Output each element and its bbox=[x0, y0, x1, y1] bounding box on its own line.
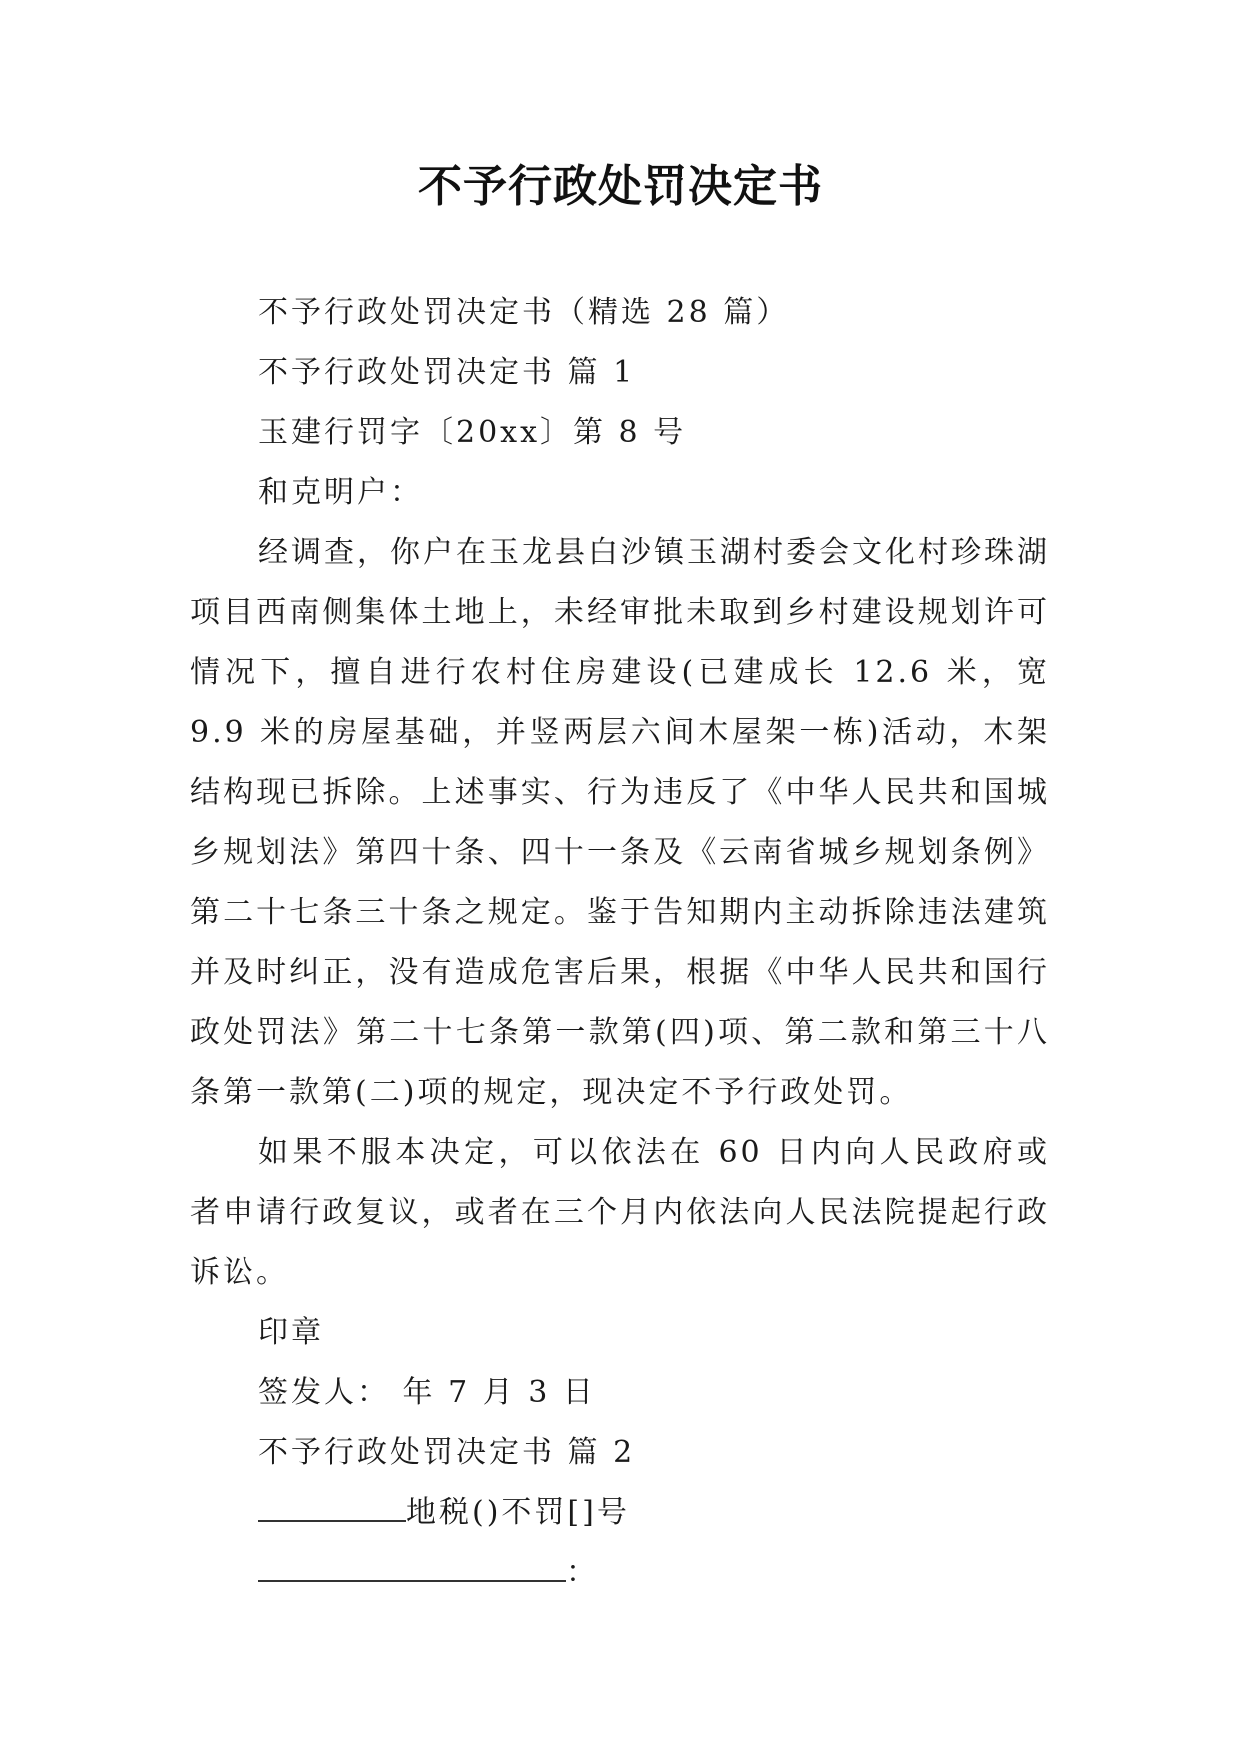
document-number-1: 玉建行罚字〔20xx〕第 8 号 bbox=[258, 415, 687, 450]
body-paragraph-1: 经调查，你户在玉龙县白沙镇玉湖村委会文化村珍珠湖项目西南侧集体土地上，未经审批未取到乡村建设规划许可情况下，擅自进行农村住房建设(已建成长 12.6 米，宽 9.9 米的房屋基础，并竖两层六间木屋架一栋)活动，木架结构现已拆除。上述事实、行为违反了《中华人民共和国城乡规划法》第四十条、四十一条及《云南省城乡规划条例》第二十七条三十条之规定。鉴于告知期内主动拆除违法建筑并及时纠正，没有造成危害后果，根据《中华人民共和国行政处罚法》第二十七条第一款第(四)项、第二款和第三十八条第一款第(二)项的规定，现决定不予行政处罚。 bbox=[190, 535, 1050, 1110]
seal-label: 印章 bbox=[258, 1315, 324, 1350]
section-heading-1: 不予行政处罚决定书 篇 1 bbox=[258, 355, 636, 390]
document-number-2-text: 地税()不罚[]号 bbox=[406, 1495, 630, 1530]
fill-blank-short bbox=[258, 1490, 406, 1522]
signer-line: 签发人： 年 7 月 3 日 bbox=[258, 1375, 596, 1410]
addressee: 和克明户： bbox=[258, 475, 423, 510]
document-title: 不予行政处罚决定书 bbox=[418, 161, 823, 212]
document-number-2 bbox=[190, 1483, 1050, 1543]
fill-blank-long bbox=[258, 1550, 566, 1582]
document-body bbox=[190, 283, 1050, 1603]
body-paragraph-2: 如果不服本决定，可以依法在 60 日内向人民政府或者申请行政复议，或者在三个月内依法向人民法院提起行政诉讼。 bbox=[190, 1135, 1050, 1290]
section-heading-2: 不予行政处罚决定书 篇 2 bbox=[258, 1435, 636, 1470]
addressee-2-colon: ： bbox=[566, 1555, 599, 1590]
addressee-2 bbox=[190, 1543, 1050, 1603]
subtitle: 不予行政处罚决定书（精选 28 篇） bbox=[258, 295, 790, 330]
